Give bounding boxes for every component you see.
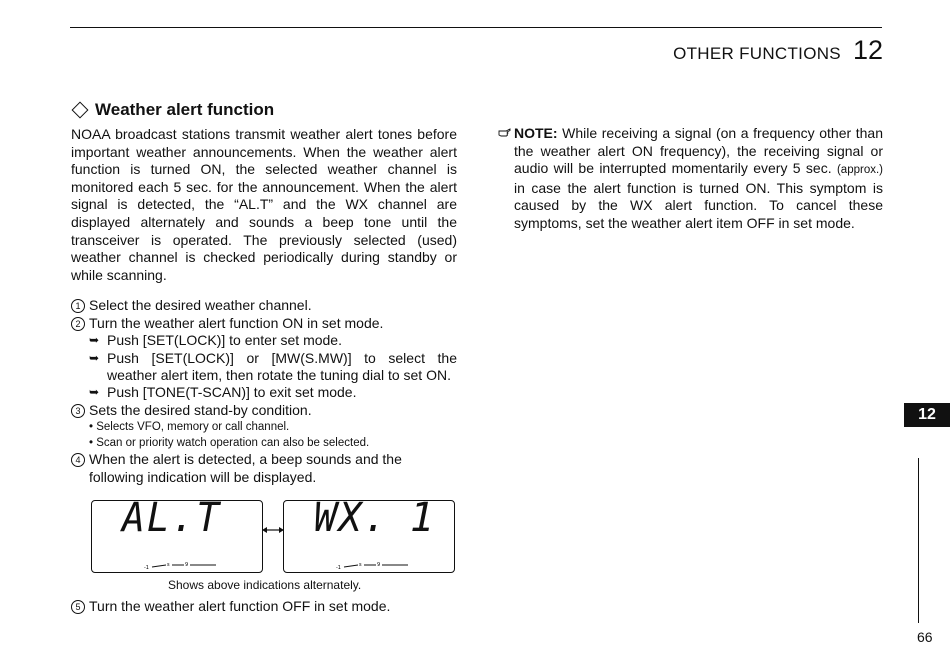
section-heading — [71, 100, 457, 120]
step-text: Select the desired weather channel. — [89, 297, 312, 314]
s-meter-icon — [144, 560, 218, 570]
illustration-caption: Shows above indications alternately. — [168, 578, 362, 592]
step-3 — [71, 402, 457, 419]
svg-text:-1: -1 — [144, 565, 149, 570]
note-label: NOTE: — [514, 125, 558, 141]
step-text: Turn the weather alert function ON in set mode. — [89, 314, 384, 331]
step-number-1: 1 — [71, 299, 85, 313]
intro-paragraph: NOAA broadcast stations transmit weather alert tones before important weather announcements. When the weather alert function is turned ON, the selected weather channel is monitored each 5 sec. for the announcement. When the alert signal is detected, the “AL.T” and the WX channel are displayed alternately and sounds a beep tone until the transceiver is operated. The previously selected (used) weather channel is checked periodically during standby or while scanning. — [71, 126, 457, 283]
step-2 — [71, 315, 457, 332]
substep — [71, 350, 457, 385]
lcd-channel-number: 1 — [409, 495, 434, 541]
right-column — [498, 125, 883, 233]
s-meter-icon — [336, 560, 410, 570]
page-number: 66 — [917, 629, 933, 645]
step-number-4: 4 — [71, 453, 85, 467]
step-1 — [71, 297, 457, 314]
section-tab: 12 — [904, 403, 950, 427]
lcd-panel-wx — [283, 495, 455, 573]
bullet-item: • Scan or priority watch operation can also be selected. — [89, 437, 370, 450]
svg-text:s: s — [167, 562, 170, 568]
step-text: When the alert is detected, a beep sounds and the following indication will be displayed. — [89, 451, 402, 485]
heading-text: Weather alert function — [95, 100, 275, 119]
svg-text:s: s — [359, 562, 362, 568]
step-5 — [71, 598, 457, 615]
steps-list — [71, 297, 457, 615]
lcd-panel-alert — [91, 495, 263, 573]
margin-rule — [918, 458, 919, 623]
pointing-hand-icon — [498, 126, 511, 138]
note-text-end: in case the alert function is turned ON. This symptom is caused by the WX alert function. To cancel these symptoms, set the weather alert item OFF in set mode. — [514, 179, 883, 231]
left-column — [71, 100, 457, 615]
svg-text:9: 9 — [185, 562, 189, 568]
step-number-5: 5 — [71, 600, 85, 614]
page-header — [673, 35, 883, 66]
substep — [71, 384, 457, 401]
arrow-icon: ➥ — [89, 333, 100, 348]
alternate-arrow-icon — [262, 524, 284, 536]
note-block — [498, 125, 883, 233]
header-rule — [70, 27, 882, 28]
substep-text: Push [SET(LOCK)] to enter set mode. — [107, 332, 342, 349]
step-number-3: 3 — [71, 404, 85, 418]
substep-text: Push [TONE(T-SCAN)] to exit set mode. — [107, 384, 357, 401]
substep — [71, 332, 457, 349]
step-text: Sets the desired stand-by condition. — [89, 401, 312, 418]
arrow-icon: ➥ — [89, 385, 100, 400]
bullet-item: • Selects VFO, memory or call channel. — [89, 421, 290, 434]
section-number: 12 — [852, 35, 883, 65]
note-text: While receiving a signal (on a frequency other than the weather alert ON frequency), the receiving signal or audio will be interrupted momentarily every 5 sec. — [514, 125, 883, 177]
lcd-readout-alert: AL.T — [122, 495, 222, 541]
note-approx: (approx.) — [836, 164, 883, 177]
arrow-icon: ➥ — [89, 350, 100, 365]
step-text: Turn the weather alert function OFF in set mode. — [89, 598, 391, 614]
lcd-readout-wx: WX. — [314, 495, 389, 541]
step-number-2: 2 — [71, 317, 85, 331]
section-title: OTHER FUNCTIONS — [673, 44, 841, 63]
svg-text:-1: -1 — [336, 565, 341, 570]
substep-text: Push [SET(LOCK)] or [MW(S.MW)] to select the weather alert item, then rotate the tuning dial to set ON. — [107, 349, 457, 383]
lcd-illustration — [71, 492, 457, 592]
step-4 — [71, 451, 457, 486]
diamond-icon — [72, 102, 89, 119]
svg-text:9: 9 — [377, 562, 381, 568]
